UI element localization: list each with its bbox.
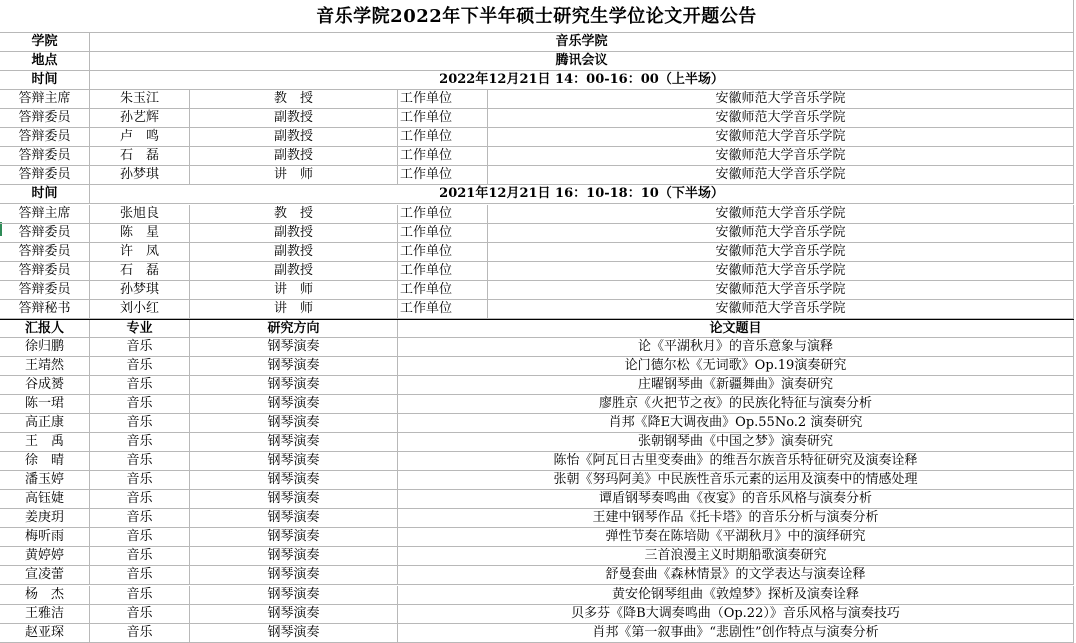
student-row [0,605,1074,624]
student-row [0,376,1074,395]
committee-role[interactable]: 答辩委员 [0,262,90,281]
committee-role[interactable]: 答辩秘书 [0,300,90,319]
student-thesis[interactable]: 庄曜钢琴曲《新疆舞曲》演奏研究 [398,376,1074,395]
committee-title[interactable]: 副教授 [190,147,398,166]
student-direction[interactable]: 钢琴演奏 [190,357,398,376]
student-row [0,547,1074,566]
student-major[interactable]: 音乐 [90,471,190,490]
committee-row [0,147,1074,166]
committee-row [0,109,1074,128]
student-major[interactable]: 音乐 [90,490,190,509]
unit-value[interactable]: 安徽师范大学音乐学院 [488,166,1074,185]
unit-label[interactable]: 工作单位 [398,281,488,300]
student-major[interactable]: 音乐 [90,624,190,643]
committee-row [0,90,1074,109]
title-row [0,0,1074,33]
committee-role[interactable]: 答辩委员 [0,147,90,166]
student-row [0,624,1074,643]
committee-row [0,166,1074,185]
student-thesis[interactable]: 肖邦《降E大调夜曲》Op.55No.2 演奏研究 [398,414,1074,433]
header-direction[interactable]: 研究方向 [190,320,398,338]
student-thesis[interactable]: 论门德尔松《无词歌》Op.19演奏研究 [398,357,1074,376]
page-title[interactable]: 音乐学院2022年下半年硕士研究生学位论文开题公告 [0,0,1074,33]
committee-title[interactable]: 副教授 [190,128,398,147]
student-major[interactable]: 音乐 [90,452,190,471]
student-row [0,566,1074,585]
committee-name[interactable]: 许 凤 [90,243,190,262]
committee-title[interactable]: 副教授 [190,262,398,281]
committee-name[interactable]: 卢 鸣 [90,128,190,147]
committee-row [0,243,1074,262]
committee-title[interactable]: 副教授 [190,224,398,243]
student-major[interactable]: 音乐 [90,547,190,566]
student-direction[interactable]: 钢琴演奏 [190,566,398,585]
committee-name[interactable]: 孙梦琪 [90,166,190,185]
unit-value[interactable]: 安徽师范大学音乐学院 [488,262,1074,281]
student-name[interactable]: 陈一珺 [0,395,90,414]
student-direction[interactable]: 钢琴演奏 [190,605,398,624]
student-major[interactable]: 音乐 [90,528,190,547]
student-name[interactable]: 王靖然 [0,357,90,376]
student-major[interactable]: 音乐 [90,338,190,357]
committee-row [0,262,1074,281]
committee-role[interactable]: 答辩委员 [0,166,90,185]
header-major[interactable]: 专业 [90,320,190,338]
student-thesis[interactable]: 陈怡《阿瓦日古里变奏曲》的维吾尔族音乐特征研究及演奏诠释 [398,452,1074,471]
time-label[interactable]: 时间 [0,185,90,204]
committee-row [0,224,1074,243]
unit-value[interactable]: 安徽师范大学音乐学院 [488,147,1074,166]
student-row [0,452,1074,471]
committee-role[interactable]: 答辩委员 [0,224,90,243]
student-direction[interactable]: 钢琴演奏 [190,433,398,452]
unit-label[interactable]: 工作单位 [398,205,488,224]
session-time-row [0,71,1074,90]
student-direction[interactable]: 钢琴演奏 [190,376,398,395]
student-name[interactable]: 姜庚玥 [0,509,90,528]
student-name[interactable]: 黄婷婷 [0,547,90,566]
session-time-row [0,185,1074,204]
student-row [0,357,1074,376]
student-thesis[interactable]: 肖邦《第一叙事曲》“悲剧性”创作特点与演奏分析 [398,624,1074,643]
committee-title[interactable]: 副教授 [190,109,398,128]
unit-value[interactable]: 安徽师范大学音乐学院 [488,300,1074,319]
venue-row [0,52,1074,71]
committee-title[interactable]: 讲 师 [190,300,398,319]
student-row [0,395,1074,414]
student-row [0,414,1074,433]
student-thesis[interactable]: 张朝钢琴曲《中国之梦》演奏研究 [398,433,1074,452]
committee-name[interactable]: 孙梦琪 [90,281,190,300]
student-major[interactable]: 音乐 [90,509,190,528]
committee-name[interactable]: 张旭良 [90,205,190,224]
committee-role[interactable]: 答辩委员 [0,281,90,300]
student-thesis[interactable]: 弹性节奏在陈培勋《平湖秋月》中的演绎研究 [398,528,1074,547]
student-direction[interactable]: 钢琴演奏 [190,395,398,414]
student-name[interactable]: 赵亚琛 [0,624,90,643]
student-major[interactable]: 音乐 [90,433,190,452]
student-row [0,471,1074,490]
unit-value[interactable]: 安徽师范大学音乐学院 [488,205,1074,224]
student-name[interactable]: 杨 杰 [0,586,90,605]
unit-label[interactable]: 工作单位 [398,300,488,319]
student-major[interactable]: 音乐 [90,376,190,395]
student-name[interactable]: 徐归鹏 [0,338,90,357]
student-direction[interactable]: 钢琴演奏 [190,452,398,471]
student-direction[interactable]: 钢琴演奏 [190,624,398,643]
committee-row [0,281,1074,300]
student-row [0,586,1074,605]
committee-row [0,300,1074,319]
student-name[interactable]: 潘玉婷 [0,471,90,490]
student-row [0,528,1074,547]
unit-label[interactable]: 工作单位 [398,90,488,109]
student-row [0,509,1074,528]
student-thesis[interactable]: 论《平湖秋月》的音乐意象与演释 [398,338,1074,357]
student-header-row [0,319,1074,338]
unit-value[interactable]: 安徽师范大学音乐学院 [488,243,1074,262]
student-thesis[interactable]: 舒曼套曲《森林情景》的文学表达与演奏诠释 [398,566,1074,585]
unit-value[interactable]: 安徽师范大学音乐学院 [488,224,1074,243]
unit-label[interactable]: 工作单位 [398,147,488,166]
student-name[interactable]: 谷成赟 [0,376,90,395]
unit-label[interactable]: 工作单位 [398,262,488,281]
student-major[interactable]: 音乐 [90,605,190,624]
student-name[interactable]: 高正康 [0,414,90,433]
committee-title[interactable]: 教 授 [190,90,398,109]
student-row [0,338,1074,357]
committee-name[interactable]: 孙艺辉 [90,109,190,128]
student-direction[interactable]: 钢琴演奏 [190,509,398,528]
committee-title[interactable]: 讲 师 [190,281,398,300]
student-thesis[interactable]: 黄安伦钢琴组曲《敦煌梦》探析及演奏诠释 [398,586,1074,605]
student-major[interactable]: 音乐 [90,586,190,605]
student-name[interactable]: 宣凌蕾 [0,566,90,585]
unit-label[interactable]: 工作单位 [398,109,488,128]
unit-value[interactable]: 安徽师范大学音乐学院 [488,128,1074,147]
venue-label[interactable]: 地点 [0,52,90,71]
unit-value[interactable]: 安徽师范大学音乐学院 [488,90,1074,109]
college-value[interactable]: 音乐学院 [90,33,1074,52]
time-label[interactable]: 时间 [0,71,90,90]
student-direction[interactable]: 钢琴演奏 [190,547,398,566]
student-thesis[interactable]: 三首浪漫主义时期船歌演奏研究 [398,547,1074,566]
student-row [0,490,1074,509]
header-reporter[interactable]: 汇报人 [0,320,90,338]
time-value[interactable]: 2022年12月21日 14：00-16：00（上半场） [90,71,1074,90]
committee-name[interactable]: 朱玉江 [90,90,190,109]
student-direction[interactable]: 钢琴演奏 [190,586,398,605]
college-label[interactable]: 学院 [0,33,90,52]
committee-name[interactable]: 石 磊 [90,262,190,281]
student-major[interactable]: 音乐 [90,566,190,585]
student-thesis[interactable]: 张朝《努玛阿美》中民族性音乐元素的运用及演奏中的情感处理 [398,471,1074,490]
venue-value[interactable]: 腾讯会议 [90,52,1074,71]
student-name[interactable]: 徐 晴 [0,452,90,471]
unit-label[interactable]: 工作单位 [398,243,488,262]
student-row [0,433,1074,452]
committee-title[interactable]: 讲 师 [190,166,398,185]
student-major[interactable]: 音乐 [90,357,190,376]
student-direction[interactable]: 钢琴演奏 [190,471,398,490]
student-major[interactable]: 音乐 [90,414,190,433]
student-thesis[interactable]: 廖胜京《火把节之夜》的民族化特征与演奏分析 [398,395,1074,414]
header-thesis[interactable]: 论文题目 [398,320,1074,338]
unit-label[interactable]: 工作单位 [398,166,488,185]
committee-role[interactable]: 答辩委员 [0,109,90,128]
committee-title[interactable]: 副教授 [190,243,398,262]
student-thesis[interactable]: 王建中钢琴作品《托卡塔》的音乐分析与演奏分析 [398,509,1074,528]
student-major[interactable]: 音乐 [90,395,190,414]
committee-role[interactable]: 答辩委员 [0,243,90,262]
unit-label[interactable]: 工作单位 [398,224,488,243]
student-direction[interactable]: 钢琴演奏 [190,490,398,509]
unit-value[interactable]: 安徽师范大学音乐学院 [488,281,1074,300]
committee-title[interactable]: 教 授 [190,205,398,224]
committee-name[interactable]: 石 磊 [90,147,190,166]
committee-row [0,205,1074,224]
committee-role[interactable]: 答辩主席 [0,90,90,109]
student-name[interactable]: 王 禹 [0,433,90,452]
unit-value[interactable]: 安徽师范大学音乐学院 [488,109,1074,128]
committee-role[interactable]: 答辩委员 [0,128,90,147]
time-value[interactable]: 2021年12月21日 16：10-18：10（下半场） [90,185,1074,204]
student-name[interactable]: 高钰婕 [0,490,90,509]
student-name[interactable]: 王雅洁 [0,605,90,624]
committee-row [0,128,1074,147]
student-thesis[interactable]: 贝多芬《降B大调奏鸣曲（Op.22）》音乐风格与演奏技巧 [398,605,1074,624]
college-row [0,33,1074,52]
committee-name[interactable]: 陈 星 [90,224,190,243]
unit-label[interactable]: 工作单位 [398,128,488,147]
student-direction[interactable]: 钢琴演奏 [190,414,398,433]
student-direction[interactable]: 钢琴演奏 [190,528,398,547]
student-direction[interactable]: 钢琴演奏 [190,338,398,357]
committee-name[interactable]: 刘小红 [90,300,190,319]
committee-role[interactable]: 答辩主席 [0,205,90,224]
student-thesis[interactable]: 谭盾钢琴奏鸣曲《夜宴》的音乐风格与演奏分析 [398,490,1074,509]
student-name[interactable]: 梅听雨 [0,528,90,547]
